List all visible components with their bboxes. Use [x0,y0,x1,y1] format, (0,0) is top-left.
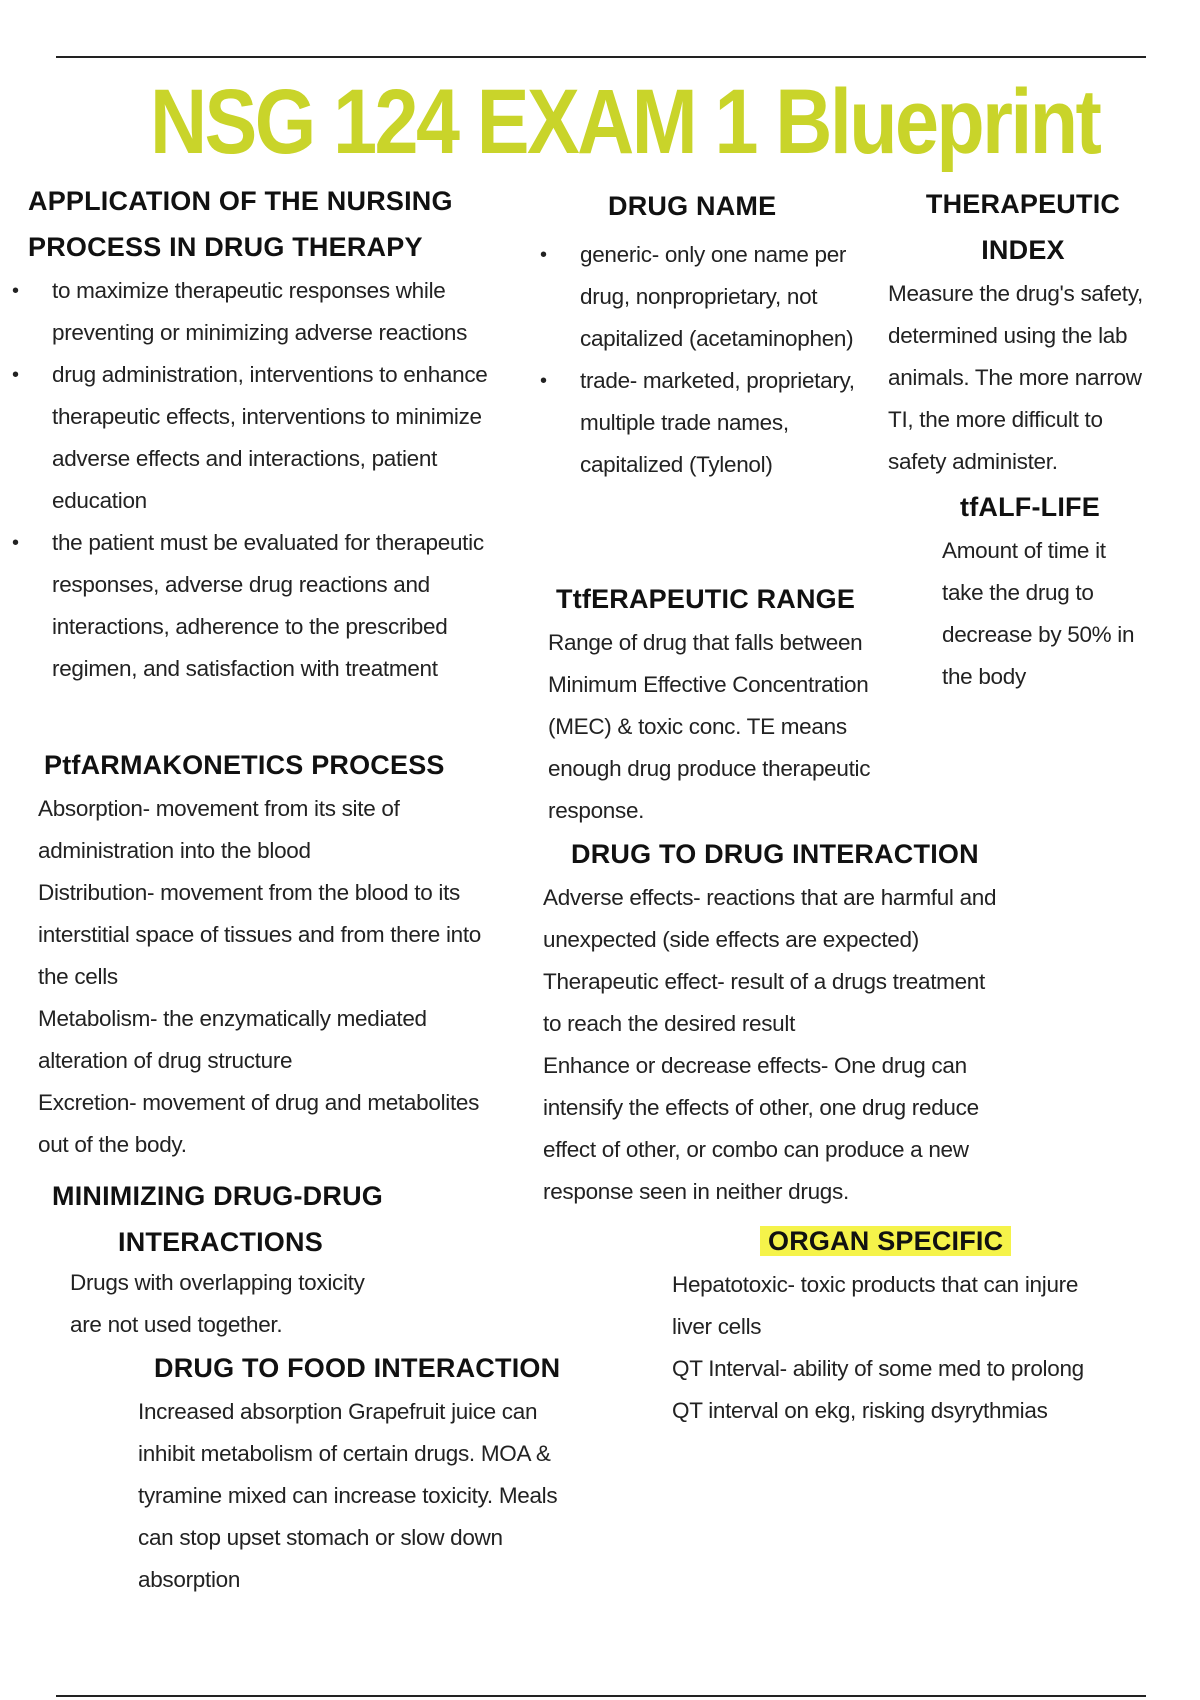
page-title: NSG 124 EXAM 1 Blueprint [150,71,1100,173]
organ-specific-item: QT Interval- ability of some med to prolong QT interval on ekg, risking dsyrythmias [672,1356,1084,1423]
drug-drug-heading: DRUG TO DRUG INTERACTION [571,839,979,869]
application-bullets [52,270,492,690]
organ-specific-section [672,1218,1102,1432]
drug-food-heading: DRUG TO FOOD INTERACTION [154,1353,561,1383]
pharmacokinetics-item: Excretion- movement of drug and metabolites out of the body. [38,1090,480,1157]
pharmacokinetics-item: Metabolism- the enzymatically mediated alteration of drug structure [38,1006,427,1073]
drug-drug-item: Therapeutic effect- result of a drugs treatment to reach the desired result [543,969,985,1036]
pharmacokinetics-item: Distribution- movement from the blood to its interstitial space of tissues and from there into the cells [38,880,482,989]
half-life-heading: tfALF-LIFE [960,492,1100,522]
minimizing-heading-1: MINIMIZING DRUG-DRUG [52,1181,383,1211]
organ-specific-heading: ORGAN SPECIFIC [760,1226,1011,1256]
drug-name-section [560,183,830,229]
therapeutic-index-section [888,181,1158,483]
application-section [28,178,488,270]
therapeutic-range-text: Range of drug that falls between Minimum Effective Concentration (MEC) & toxic conc. TE means enough drug produce therapeutic response. [548,630,871,823]
therapeutic-range-heading: TtfERAPEUTIC RANGE [556,584,856,614]
top-rule [56,56,1146,58]
application-heading-1: APPLICATION OF THE NURSING [28,186,453,216]
minimizing-section [52,1173,472,1265]
application-heading-2: PROCESS IN DRUG THERAPY [28,232,423,262]
minimizing-heading-2: INTERACTIONS [118,1227,323,1257]
therapeutic-index-heading-2: INDEX [981,235,1065,265]
pharmacokinetics-section [38,742,498,1166]
application-bullet: • drug administration, interventions to enhance therapeutic effects, interventions to minimize adverse effects and interactions, patient education [52,354,492,522]
drug-drug-item: Enhance or decrease effects- One drug can intensify the effects of other, one drug reduce effect of other, or combo can produce a new response seen in neither drugs. [543,1053,979,1204]
drug-name-heading: DRUG NAME [608,191,777,221]
therapeutic-index-text: Measure the drug's safety, determined using the lab animals. The more narrow TI, the more difficult to safety administer. [888,281,1143,474]
bottom-rule [56,1695,1146,1697]
minimizing-text: Drugs with overlapping toxicity are not used together. [70,1270,365,1337]
pharmacokinetics-item: Absorption- movement from its site of administration into the blood [38,796,400,863]
drug-name-bullet: • trade- marketed, proprietary, multiple trade names, capitalized (Tylenol) [580,360,855,486]
application-bullet: • to maximize therapeutic responses while preventing or minimizing adverse reactions [52,270,492,354]
half-life-section [942,484,1152,698]
organ-specific-item: Hepatotoxic- toxic products that can injure liver cells [672,1272,1079,1339]
therapeutic-range-section [548,576,878,832]
minimizing-text-block [70,1262,380,1346]
drug-drug-section [543,831,998,1213]
drug-food-text: Increased absorption Grapefruit juice can inhibit metabolism of certain drugs. MOA & tyramine mixed can increase toxicity. Meals can stop upset stomach or slow down absorption [138,1399,558,1592]
application-bullet: • the patient must be evaluated for therapeutic responses, adverse drug reactions and interactions, adherence to the prescribed regimen, and satisfaction with treatment [52,522,492,690]
pharmacokinetics-heading: PtfARMAKONETICS PROCESS [44,750,445,780]
drug-drug-item: Adverse effects- reactions that are harmful and unexpected (side effects are expected) [543,885,997,952]
therapeutic-index-heading-1: THERAPEUTIC [925,189,1121,219]
drug-name-bullets [580,234,855,486]
drug-food-section [138,1345,568,1601]
drug-name-bullet: • generic- only one name per drug, nonproprietary, not capitalized (acetaminophen) [580,234,855,360]
half-life-text: Amount of time it take the drug to decrease by 50% in the body [942,538,1135,689]
